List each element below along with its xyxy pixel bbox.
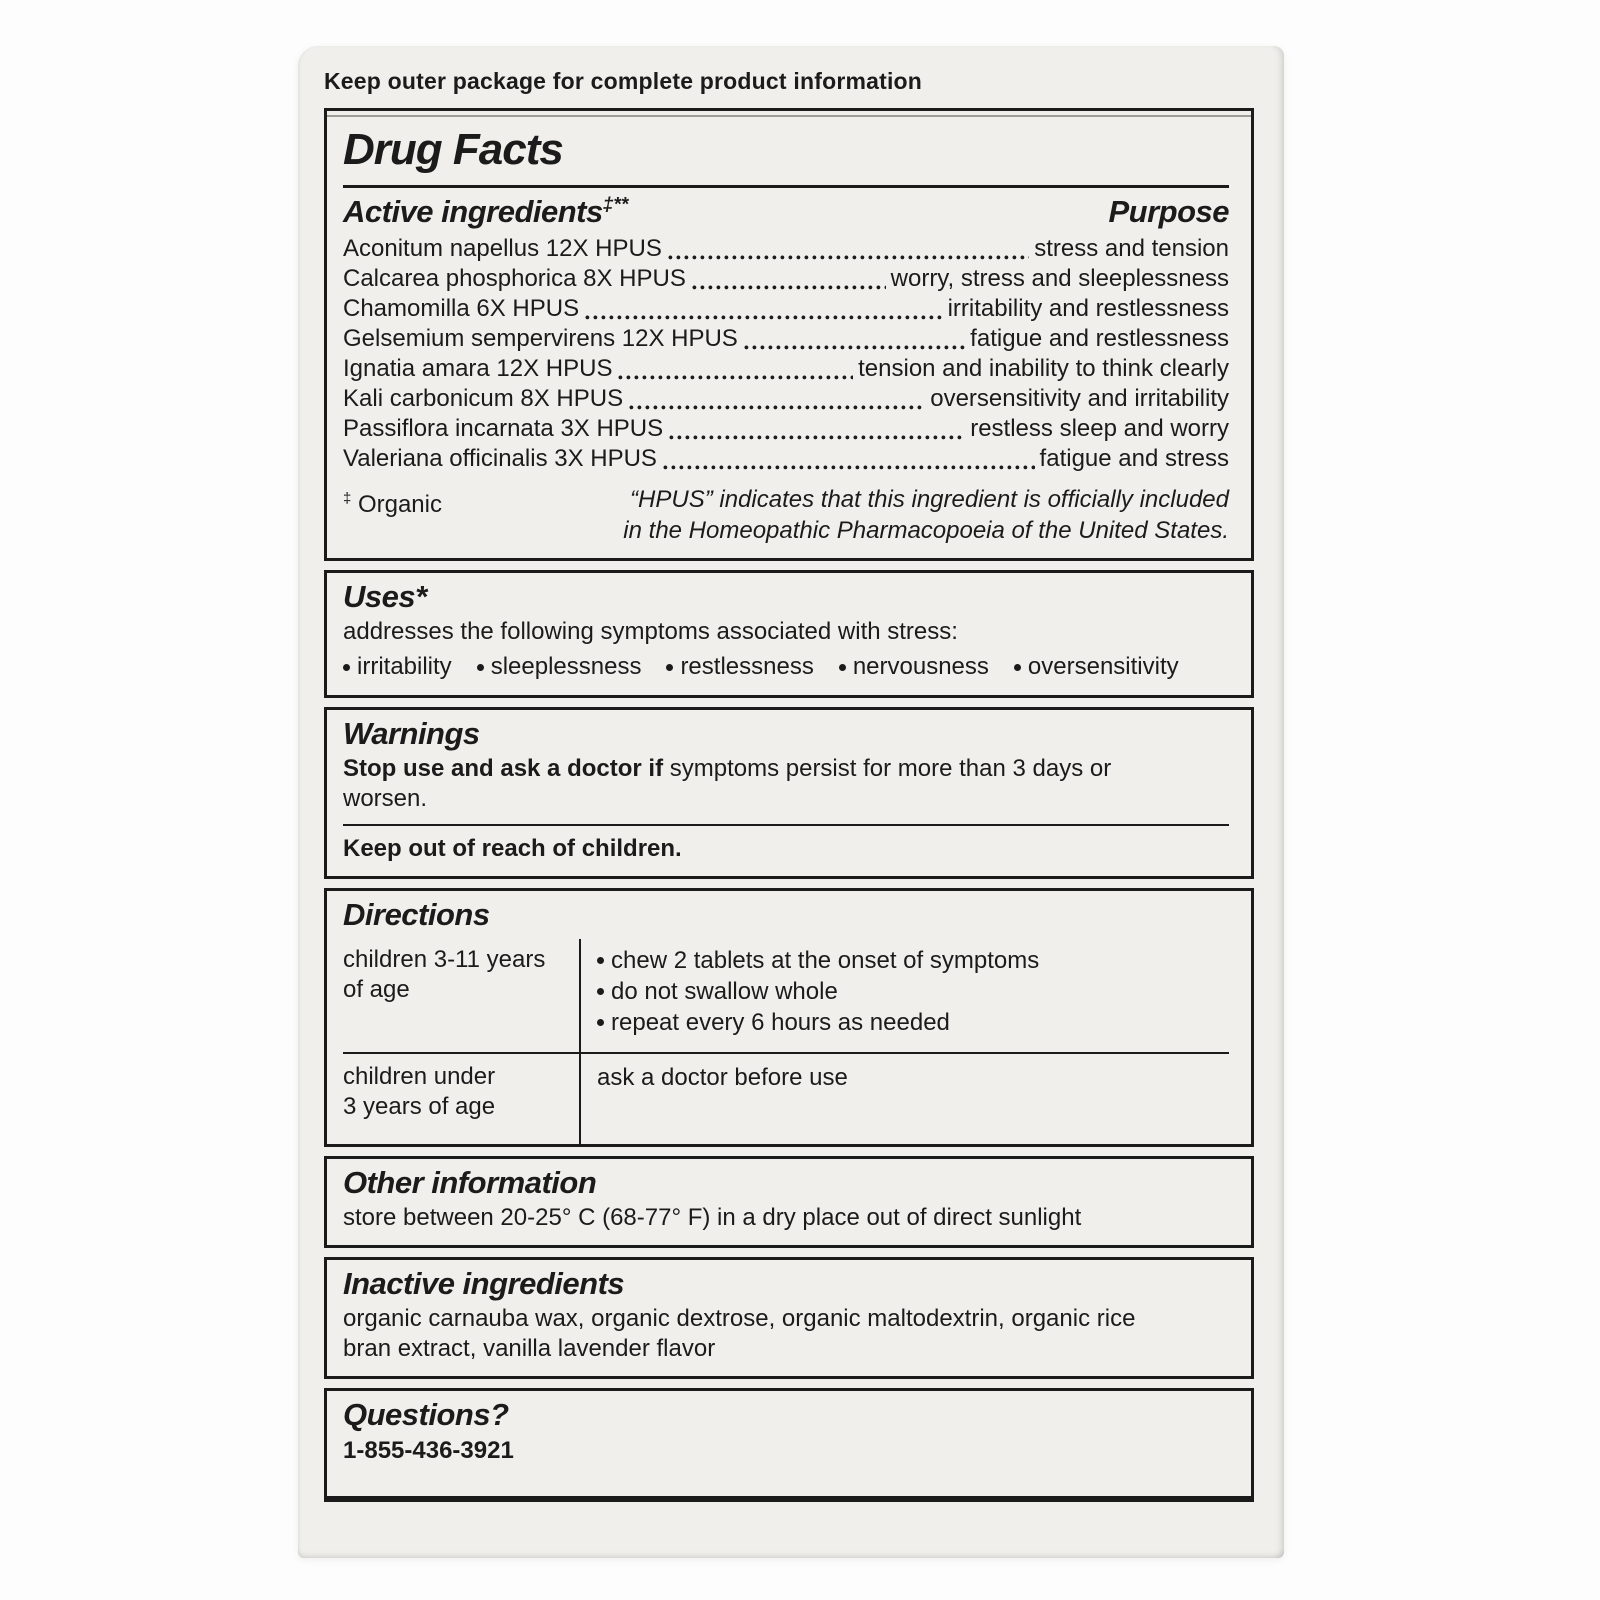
ingredient-purpose: worry, stress and sleeplessness [890,265,1229,292]
ingredient-row [343,384,1229,414]
directions-heading: Directions [343,897,490,932]
list-item [839,651,989,683]
ingredient-name: Chamomilla 6X HPUS [343,295,580,322]
list-item: chew 2 tablets at the onset of symptoms [597,945,1229,976]
ingredient-row [343,354,1229,384]
ingredient-row [343,444,1229,474]
ingredient-purpose: restless sleep and worry [970,415,1229,442]
dot-leader [629,405,925,410]
table-row [343,939,1229,1052]
age-group-cell: children 3-11 years of age [343,946,546,1003]
ingredients-footnote [343,484,1229,546]
inactive-ingredients-heading: Inactive ingredients [343,1266,625,1301]
bullet-icon [666,664,673,671]
dot-leader [668,255,1029,260]
symptom-label: nervousness [852,653,989,680]
ingredient-row [343,324,1229,354]
ingredient-row [343,264,1229,294]
keep-out-text: Keep out of reach of children. [343,835,682,862]
bullet-icon [597,988,604,995]
list-item [477,651,642,683]
symptom-label: restlessness [680,653,814,680]
dot-leader [669,435,965,440]
symptom-label: oversensitivity [1027,653,1179,680]
dot-leader [618,375,853,380]
bullet-icon [597,957,604,964]
footnote-marker: ‡** [602,194,629,216]
purpose-heading: Purpose [1108,194,1229,229]
ingredient-name: Ignatia amara 12X HPUS [343,355,613,382]
section-other-information [324,1156,1254,1248]
list-item [1014,651,1179,683]
warnings-heading: Warnings [343,716,480,751]
ingredient-row [343,294,1229,324]
dot-leader [663,465,1035,470]
ingredient-name: Gelsemium sempervirens 12X HPUS [343,325,738,352]
other-information-heading: Other information [343,1165,597,1200]
table-row [343,1052,1229,1144]
list-item: repeat every 6 hours as needed [597,1007,1229,1038]
bullet-icon [1014,664,1021,671]
ingredient-row [343,414,1229,444]
symptom-label: sleeplessness [490,653,642,680]
ingredient-name: Calcarea phosphorica 8X HPUS [343,265,686,292]
ingredient-purpose: fatigue and stress [1039,445,1229,472]
ingredient-purpose: irritability and restlessness [947,295,1229,322]
hpus-note-line2: in the Homeopathic Pharmacopoeia of the United States. [623,517,1229,544]
uses-intro: addresses the following symptoms associated with stress: [343,618,958,645]
divider [343,824,1229,826]
drug-facts-title: Drug Facts [343,125,563,174]
section-uses [324,570,1254,698]
symptom-list [343,651,1229,683]
list-item [666,651,813,683]
list-item: ask a doctor before use [597,1064,848,1091]
hpus-note-line1: “HPUS” indicates that this ingredient is officially included [630,486,1229,513]
organic-footnote: ‡ Organic [343,491,442,518]
storage-text: store between 20-25° C (68-77° F) in a dry place out of direct sunlight [343,1204,1082,1231]
section-drug-facts [324,108,1254,561]
ingredient-purpose: stress and tension [1034,235,1229,262]
section-questions [324,1388,1254,1502]
age-group-cell: children under 3 years of age [343,1063,496,1120]
instructions-cell [579,939,1229,1052]
ingredient-purpose: fatigue and restlessness [970,325,1229,352]
ingredient-purpose: tension and inability to think clearly [858,355,1229,382]
uses-heading: Uses* [343,579,427,614]
ingredient-name: Aconitum napellus 12X HPUS [343,235,662,262]
outer-package-note: Keep outer package for complete product information [324,68,923,94]
hpus-note [623,484,1229,546]
dot-leader [692,285,886,290]
bullet-icon [839,664,846,671]
ingredient-name: Passiflora incarnata 3X HPUS [343,415,664,442]
stop-use-text: Stop use and ask a doctor if symptoms persist for more than 3 days or worsen. [343,755,1112,812]
instructions-cell [579,1054,1229,1144]
dot-leader [744,345,965,350]
section-directions [324,888,1254,1147]
bullet-icon [343,664,350,671]
phone-number: 1-855-436-3921 [343,1437,514,1464]
inactive-ingredients-text: organic carnauba wax, organic dextrose, organic maltodextrin, organic rice bran extract, vanilla lavender flavor [343,1305,1136,1362]
ingredient-purpose: oversensitivity and irritability [930,385,1229,412]
symptom-label: irritability [357,653,452,680]
directions-table [343,939,1229,1144]
bullet-icon [597,1019,604,1026]
ingredient-name: Kali carbonicum 8X HPUS [343,385,624,412]
section-inactive-ingredients [324,1257,1254,1379]
package-label-card [298,46,1284,1558]
dot-leader [585,315,942,320]
list-item: do not swallow whole [597,976,1229,1007]
ingredient-name: Valeriana officinalis 3X HPUS [343,445,657,472]
active-ingredients-heading: Active ingredients‡** [343,194,629,229]
ingredient-row [343,234,1229,264]
bullet-icon [477,664,484,671]
section-warnings [324,707,1254,879]
questions-heading: Questions? [343,1397,509,1432]
list-item [343,651,452,683]
divider [343,185,1229,188]
